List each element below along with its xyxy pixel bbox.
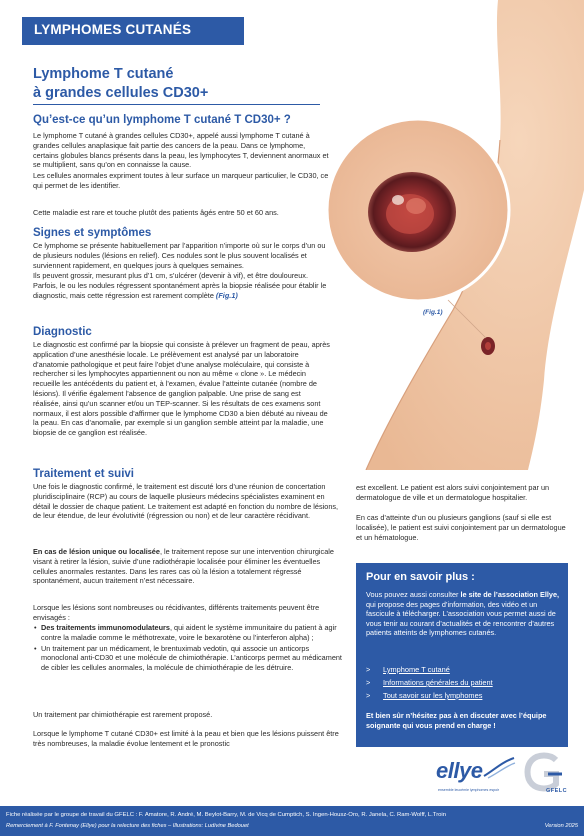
info-box-footer: Et bien sûr n’hésitez pas à en discuter avec l’équipe soignante qui vous prend en charge !	[366, 711, 547, 730]
info-text-start: Vous pouvez aussi consulter	[366, 590, 461, 599]
footer-acknowledgements: Remerciement à F. Fontenay (Ellye) pour la relecture des fiches – Illustrations: Ludivine Bedouet	[6, 823, 249, 829]
treatment-paragraph-2-text: , le traitement repose sur une intervention chirurgicale visant à retirer la lésion, suivie d’une radiothérapie localisée pour éliminer les éventuelles cellules anormales restantes. Dans les rares cas où la lésion a totalement régressé spontanément, aucun traitement n’est nécessaire.	[33, 547, 334, 586]
info-box-title: Pour en savoir plus :	[366, 571, 475, 583]
gfelc-logo-text: GFELC	[546, 788, 568, 794]
gfelc-g-icon	[522, 752, 566, 792]
ellye-swoosh-icon	[482, 756, 516, 780]
treatment-options-list	[33, 622, 343, 673]
info-link-item[interactable]	[366, 663, 562, 676]
heading-what: Qu’est-ce qu’un lymphome T cutané T CD30+ ?	[33, 114, 291, 126]
heading-diagnosis: Diagnostic	[33, 326, 92, 338]
link-tout-savoir-lymphomes[interactable]: Tout savoir sur les lymphomes	[383, 691, 483, 700]
info-box	[356, 563, 568, 747]
treatment-paragraph-6: est excellent. Le patient est alors suivi conjointement par un dermatologue de ville et un dermatologue hospitalier.	[356, 483, 550, 502]
treatment-paragraph-5: Lorsque le lymphome T cutané CD30+ est limité à la peau et bien que les lésions puissent être très nombreuses, la maladie évolue lentement et le pronostic	[33, 729, 339, 748]
footer-credits: Fiche réalisée par le groupe de travail du GFELC : F. Amatore, R. André, M. Beylot-Barry, M. de Vicq de Cumptich, S. Ingen-Housz-Oro, R. Janela, C. Ram-Wolff, L.Troin	[6, 812, 447, 818]
bullet-1-text: , qui aident le système immunitaire du patient à agir contre la maladie comme le méthotrexate, voire le bexarotène ou l’interferon alpha) ;	[41, 623, 337, 642]
what-paragraph-3: Cette maladie est rare et touche plutôt des patients âgés entre 50 et 60 ans.	[33, 208, 279, 217]
title-line-1: Lymphome T cutané	[33, 66, 174, 82]
header-bar	[22, 17, 244, 45]
figure-label: (Fig.1)	[423, 309, 443, 316]
treatment-paragraph-2-bold: En cas de lésion unique ou localisée	[33, 547, 160, 556]
info-text-bold: le site de l’association Ellye,	[460, 590, 560, 599]
gfelc-logo	[522, 752, 566, 800]
ellye-tagline: ensemble leucémie lymphomes espoir	[438, 788, 500, 792]
info-text-end: qui propose des pages d’information, des vidéo et un fascicule à télécharger. L’association vous permet aussi de vous tenir au courant d’actualités et de rencontrer d’autres patients atteints de lymphomes cutanés.	[366, 599, 556, 638]
treatment-paragraph-1: Une fois le diagnostic confirmé, le traitement est discuté lors d’une réunion de concertation pluridisciplinaire (RCP) au cours de laquelle plusieurs médecins spécialistes examinent en détail le dossier de chaque patient. Le traitement est adapté en fonction du nombre de lésions, de leur étendue, de leur évolutivité (régression ou non) et de leur caractère récidivant.	[33, 482, 339, 521]
what-paragraph-2: Les cellules anormales expriment toutes à leur surface un marqueur particulier, le CD30, ce qui permet de les identifier.	[33, 171, 329, 190]
header-label: LYMPHOMES CUTANÉS	[34, 22, 192, 37]
fig-reference: (Fig.1)	[215, 290, 238, 300]
diagnosis-paragraph: Le diagnostic est confirmé par la biopsie qui consiste à prélever un fragment de peau, après application d’une anesthésie locale. Le prélèvement est analysé par un laboratoire d’anatomie pathologique et peut faire l’objet d’une analyse moléculaire, qui consiste à rechercher si les lymphocytes appartiennent ou non au même « clone ». Le médecin recueille les antécédents du patient et, à l’examen, évalue l’atteinte cutanée (nombre de lésions). Il vérifie également l’absence de ganglion palpable. Une prise de sang est réalisée, ainsi qu’un scanner et/ou un TEP-scanner. Si les résultats de ces examens sont normaux, il est alors possible d’affirmer que le lymphome CD30 a bien débuté au niveau de la peau. En cas d’anomalie, par exemple si un ganglion semble atteint par la maladie, une biopsie de ce ganglion est réalisée.	[33, 340, 330, 438]
info-links-list	[366, 663, 562, 702]
title-divider	[33, 104, 320, 105]
treatment-paragraph-4: Un traitement par chimiothérapie est rarement proposé.	[33, 710, 213, 719]
signs-paragraph-2-text: Ils peuvent grossir, mesurant plus d’1 cm, s’ulcérer (devenir à vif), et être douloureux. Parfois, le ou les nodules régressent spontanément après la biopsie réalisée pour établir le diagnostic, mais cette régression est rarement complète	[33, 271, 327, 300]
signs-paragraph-2	[33, 271, 330, 300]
treatment-paragraph-2	[33, 547, 343, 586]
bullet-1-bold: Des traitements immunomodulateurs	[41, 623, 170, 632]
treatment-paragraph-7: En cas d’atteinte d’un ou plusieurs ganglions (sauf si elle est localisée), le patient est suivi conjointement par un dermatologue et un hématologue.	[356, 513, 566, 542]
chevron-right-icon: >	[366, 665, 371, 674]
chevron-right-icon: >	[366, 691, 371, 700]
info-link-item[interactable]	[366, 676, 562, 689]
link-lymphome-t-cutane[interactable]: Lymphome T cutané	[383, 665, 450, 674]
what-paragraph-1: Le lymphome T cutané à grandes cellules CD30+, appelé aussi lymphome T cutané à grandes cellules anaplasique fait partie des cancers de la peau. Dans ce lymphome, certains globules blancs présents dans la peau, les lymphocytes T, deviennent anormaux et se multiplient, sans qu’on en connaisse la cause.	[33, 131, 329, 170]
bullet-2-text: Un traitement par un médicament, le brentuximab vedotin, qui associe un anticorps monoclonal anti-CD30 et une molécule de chimiothérapie. L’anticorps permet au médicament de cibler les cellules anormales, la molécule de chimiothérapie de les détruire.	[41, 643, 342, 673]
signs-paragraph-1: Ce lymphome se présente habituellement par l’apparition n’importe où sur le corps d’un ou de plusieurs nodules (lésions en relief). Ces nodules sont le plus souvent localisés et surviennent rapidement, en quelques jours à quelques semaines.	[33, 241, 326, 270]
info-box-text	[366, 590, 562, 638]
link-informations-generales[interactable]: Informations générales du patient	[383, 678, 493, 687]
list-item	[33, 623, 343, 643]
footer-bar	[0, 806, 584, 836]
list-item	[33, 644, 343, 673]
ellye-logo	[436, 758, 516, 798]
heading-signs: Signes et symptômes	[33, 227, 152, 239]
footer-version: Version 2025	[544, 823, 578, 829]
chevron-right-icon: >	[366, 678, 371, 687]
treatment-paragraph-3: Lorsque les lésions sont nombreuses ou récidivantes, différents traitements peuvent être envisagés :	[33, 603, 320, 622]
heading-treatment: Traitement et suivi	[33, 468, 134, 480]
page-title	[33, 65, 208, 103]
title-line-2: à grandes cellules CD30+	[33, 85, 209, 101]
info-link-item[interactable]	[366, 689, 562, 702]
ellye-logo-text: ellye	[436, 758, 483, 783]
